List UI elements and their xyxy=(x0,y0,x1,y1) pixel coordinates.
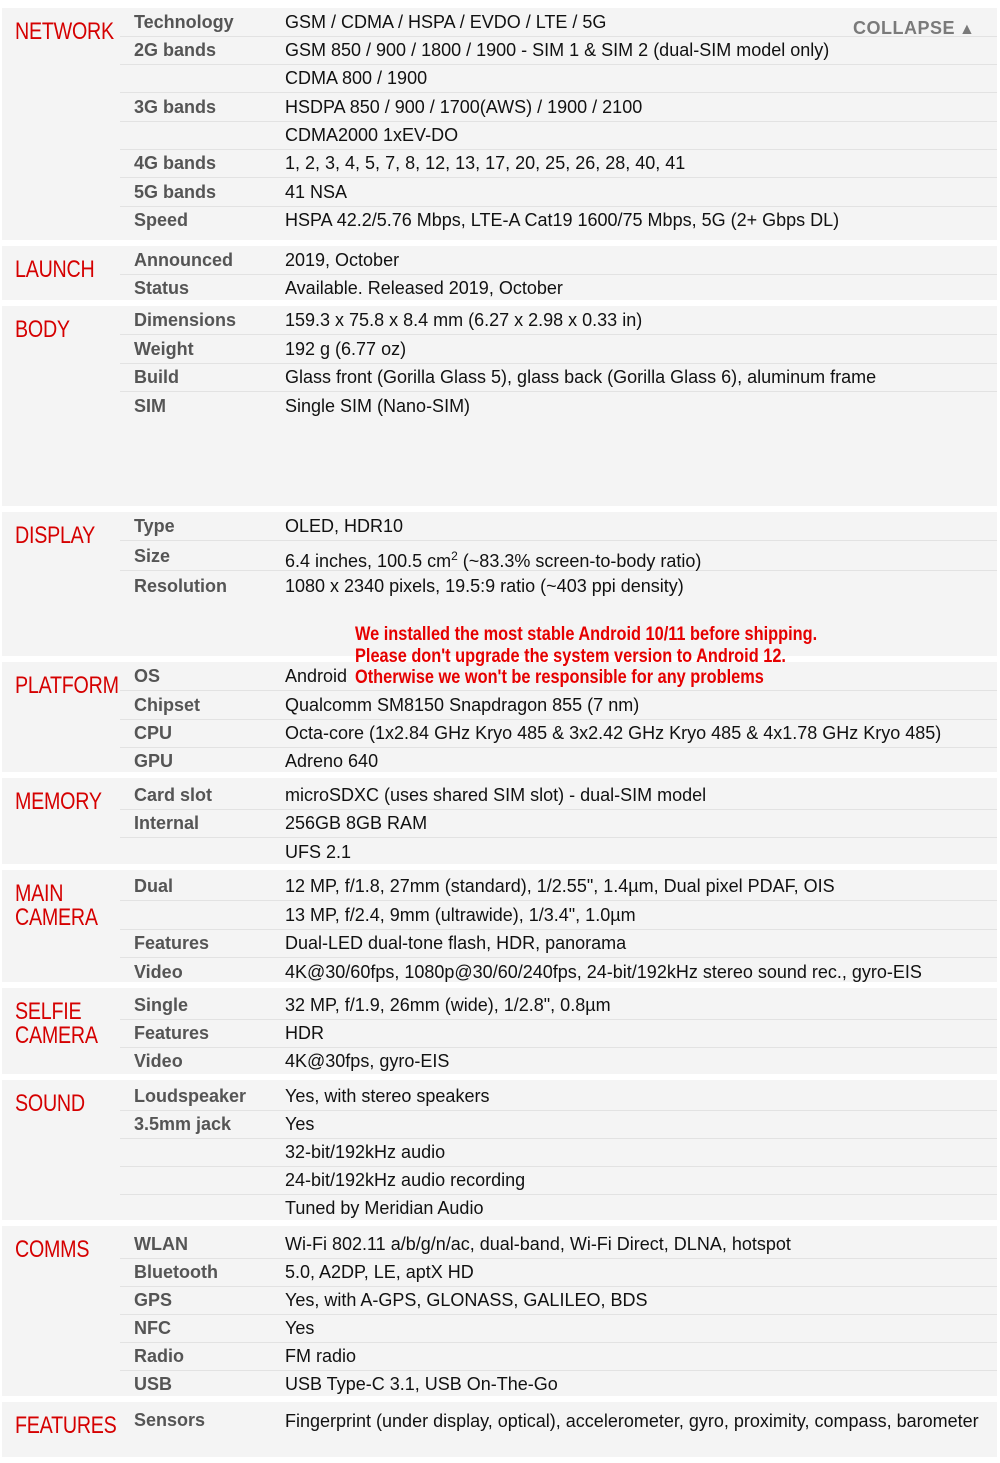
spec-label: Radio xyxy=(134,1346,185,1366)
triangle-up-icon: ▲ xyxy=(959,21,976,38)
spec-label: Size xyxy=(134,546,171,566)
spec-label: 2G bands xyxy=(134,40,217,60)
spec-row xyxy=(120,1019,997,1048)
spec-label: GPU xyxy=(134,751,174,771)
spec-row xyxy=(120,274,997,302)
firmware-notice xyxy=(355,624,905,689)
spec-label: Sensors xyxy=(134,1410,206,1430)
section-title: MAIN CAMERA xyxy=(15,880,98,931)
section-title: FEATURES xyxy=(15,1412,117,1439)
section-title: DISPLAY xyxy=(15,522,95,549)
spec-label: 4G bands xyxy=(134,153,217,173)
spec-row xyxy=(120,1258,997,1287)
notice-line: Please don't upgrade the system version to Android 12. xyxy=(355,645,786,667)
spec-row xyxy=(120,572,997,600)
spec-label: GPS xyxy=(134,1290,173,1310)
spec-value: 5.0, A2DP, LE, aptX HD xyxy=(285,1262,474,1282)
section-title: PLATFORM xyxy=(15,672,119,699)
spec-row xyxy=(120,1406,997,1454)
spec-row xyxy=(120,512,997,541)
spec-value: HSPA 42.2/5.76 Mbps, LTE-A Cat19 1600/75 Mbps, 5G (2+ Gbps DL) xyxy=(285,210,840,230)
spec-row xyxy=(120,991,997,1020)
spec-value-text: 6.4 inches, 100.5 cm xyxy=(285,551,452,571)
spec-value: 12 MP, f/1.8, 27mm (standard), 1/2.55", 1.4µm, Dual pixel PDAF, OIS xyxy=(285,876,835,896)
spec-row xyxy=(120,747,997,775)
spec-row xyxy=(120,809,997,838)
spec-label: Speed xyxy=(134,210,189,230)
spec-label: CPU xyxy=(134,723,173,743)
spec-value: Yes, with A-GPS, GLONASS, GALILEO, BDS xyxy=(285,1290,648,1310)
section-title: SOUND xyxy=(15,1090,85,1117)
spec-value: USB Type-C 3.1, USB On-The-Go xyxy=(285,1374,558,1394)
spec-value: Octa-core (1x2.84 GHz Kryo 485 & 3x2.42 GHz Kryo 485 & 4x1.78 GHz Kryo 485) xyxy=(285,723,942,743)
spec-label: Features xyxy=(134,1023,210,1043)
spec-value: Android xyxy=(285,666,348,686)
spec-row xyxy=(120,1370,997,1398)
spec-value: 4K@30fps, gyro-EIS xyxy=(285,1051,450,1071)
spec-label: Video xyxy=(134,962,183,982)
spec-row xyxy=(120,1138,997,1167)
spec-row xyxy=(120,64,997,93)
spec-value: 24-bit/192kHz audio recording xyxy=(285,1170,526,1190)
section-launch xyxy=(2,246,997,306)
section-title: LAUNCH xyxy=(15,256,95,283)
superscript: 2 xyxy=(451,549,458,563)
spec-label: USB xyxy=(134,1374,173,1394)
section-main-camera xyxy=(2,870,997,988)
spec-row xyxy=(120,901,997,930)
spec-value xyxy=(285,542,989,575)
spec-label: Weight xyxy=(134,339,194,359)
spec-row xyxy=(120,1194,997,1222)
spec-row xyxy=(120,1230,997,1259)
spec-value: Qualcomm SM8150 Snapdragon 855 (7 nm) xyxy=(285,695,640,715)
spec-value: GSM 850 / 900 / 1800 / 1900 - SIM 1 & SIM 2 (dual-SIM model only) xyxy=(285,40,830,60)
section-body xyxy=(2,306,997,512)
spec-value-text: (~83.3% screen-to-body ratio) xyxy=(457,551,702,571)
spec-label: Chipset xyxy=(134,695,201,715)
notice-line: We installed the most stable Android 10/11 before shipping. xyxy=(355,624,818,645)
spec-value: 1, 2, 3, 4, 5, 7, 8, 12, 13, 17, 20, 25, 26, 28, 40, 41 xyxy=(285,153,686,173)
spec-row xyxy=(120,719,997,748)
spec-value: Adreno 640 xyxy=(285,751,379,771)
spec-value: 192 g (6.77 oz) xyxy=(285,339,407,359)
spec-value: CDMA 800 / 1900 xyxy=(285,68,428,88)
section-sound xyxy=(2,1080,997,1226)
spec-label: Bluetooth xyxy=(134,1262,218,1282)
spec-value: Available. Released 2019, October xyxy=(285,278,563,298)
spec-label: Technology xyxy=(134,12,234,32)
section-title: SELFIE CAMERA xyxy=(15,998,98,1049)
spec-row xyxy=(120,1110,997,1139)
spec-label: WLAN xyxy=(134,1234,188,1254)
spec-row xyxy=(120,1082,997,1111)
spec-row xyxy=(120,93,997,122)
spec-label: 3.5mm jack xyxy=(134,1114,232,1134)
collapse-button[interactable] xyxy=(853,18,975,39)
spec-label: 5G bands xyxy=(134,182,217,202)
spec-value: Wi-Fi 802.11 a/b/g/n/ac, dual-band, Wi-Fi Direct, DLNA, hotspot xyxy=(285,1234,791,1254)
spec-label: Dual xyxy=(134,876,174,896)
spec-value: Single SIM (Nano-SIM) xyxy=(285,396,471,416)
spec-value: microSDXC (uses shared SIM slot) - dual-SIM model xyxy=(285,785,707,805)
spec-label: Video xyxy=(134,1051,183,1071)
spec-row xyxy=(120,958,997,986)
spec-label: Status xyxy=(134,278,190,298)
section-title: COMMS xyxy=(15,1236,90,1263)
spec-label: 3G bands xyxy=(134,97,217,117)
spec-label: Announced xyxy=(134,250,233,270)
spec-value: 32-bit/192kHz audio xyxy=(285,1142,446,1162)
section-title: BODY xyxy=(15,316,70,343)
spec-label: NFC xyxy=(134,1318,171,1338)
section-features xyxy=(2,1402,997,1463)
spec-label: SIM xyxy=(134,396,167,416)
spec-label: Dimensions xyxy=(134,310,237,330)
spec-row xyxy=(120,121,997,150)
spec-value: UFS 2.1 xyxy=(285,842,352,862)
spec-row xyxy=(120,149,997,178)
spec-value: Yes xyxy=(285,1114,315,1134)
spec-value: 256GB 8GB RAM xyxy=(285,813,428,833)
spec-row xyxy=(120,691,997,720)
spec-value: Fingerprint (under display, optical), accelerometer, gyro, proximity, compass, barometer xyxy=(285,1411,979,1431)
spec-value: Tuned by Meridian Audio xyxy=(285,1198,484,1218)
notice-line: Otherwise we won't be responsible for any problems xyxy=(355,667,764,688)
spec-value: 32 MP, f/1.9, 26mm (wide), 1/2.8", 0.8µm xyxy=(285,995,611,1015)
section-memory xyxy=(2,778,997,870)
spec-row xyxy=(120,206,997,234)
spec-value: GSM / CDMA / HSPA / EVDO / LTE / 5G xyxy=(285,12,607,32)
spec-label: OS xyxy=(134,666,161,686)
section-title: MEMORY xyxy=(15,788,102,815)
spec-label: Card slot xyxy=(134,785,213,805)
spec-label: Resolution xyxy=(134,576,227,596)
spec-row xyxy=(120,306,997,335)
collapse-label: COLLAPSE xyxy=(853,18,956,38)
spec-value: HSDPA 850 / 900 / 1700(AWS) / 1900 / 2100 xyxy=(285,97,643,117)
spec-row xyxy=(120,1166,997,1195)
spec-label: Features xyxy=(134,933,210,953)
section-comms xyxy=(2,1226,997,1402)
spec-row xyxy=(120,1342,997,1371)
spec-value: Yes xyxy=(285,1318,315,1338)
section-network xyxy=(2,8,997,246)
spec-value: Yes, with stereo speakers xyxy=(285,1086,490,1106)
spec-value: FM radio xyxy=(285,1346,357,1366)
spec-row xyxy=(120,781,997,810)
spec-row xyxy=(120,392,997,420)
spec-value: OLED, HDR10 xyxy=(285,516,404,536)
spec-label: Loudspeaker xyxy=(134,1086,247,1106)
spec-value: 13 MP, f/2.4, 9mm (ultrawide), 1/3.4", 1.0µm xyxy=(285,905,636,925)
spec-value: HDR xyxy=(285,1023,324,1043)
spec-row xyxy=(120,1047,997,1075)
spec-row xyxy=(120,838,997,866)
spec-value: 1080 x 2340 pixels, 19.5:9 ratio (~403 ppi density) xyxy=(285,576,684,596)
spec-label: Single xyxy=(134,995,189,1015)
spec-row xyxy=(120,1286,997,1315)
spec-row xyxy=(120,178,997,207)
spec-row xyxy=(120,872,997,901)
spec-row xyxy=(120,1314,997,1343)
spec-value: CDMA2000 1xEV-DO xyxy=(285,125,459,145)
spec-row xyxy=(120,929,997,958)
spec-value: 41 NSA xyxy=(285,182,348,202)
section-title: NETWORK xyxy=(15,18,114,45)
spec-label: Internal xyxy=(134,813,200,833)
spec-label: Build xyxy=(134,367,179,387)
spec-row xyxy=(120,542,997,571)
spec-row xyxy=(120,363,997,392)
spec-row xyxy=(120,246,997,275)
spec-row xyxy=(120,36,997,65)
spec-value: Glass front (Gorilla Glass 5), glass back (Gorilla Glass 6), aluminum frame xyxy=(285,367,877,387)
section-selfie-camera xyxy=(2,988,997,1080)
spec-label: Type xyxy=(134,516,175,536)
spec-value: Dual-LED dual-tone flash, HDR, panorama xyxy=(285,933,627,953)
spec-value: 2019, October xyxy=(285,250,400,270)
spec-row xyxy=(120,335,997,364)
spec-value: 159.3 x 75.8 x 8.4 mm (6.27 x 2.98 x 0.33 in) xyxy=(285,310,643,330)
spec-value: 4K@30/60fps, 1080p@30/60/240fps, 24-bit/192kHz stereo sound rec., gyro-EIS xyxy=(285,962,922,982)
